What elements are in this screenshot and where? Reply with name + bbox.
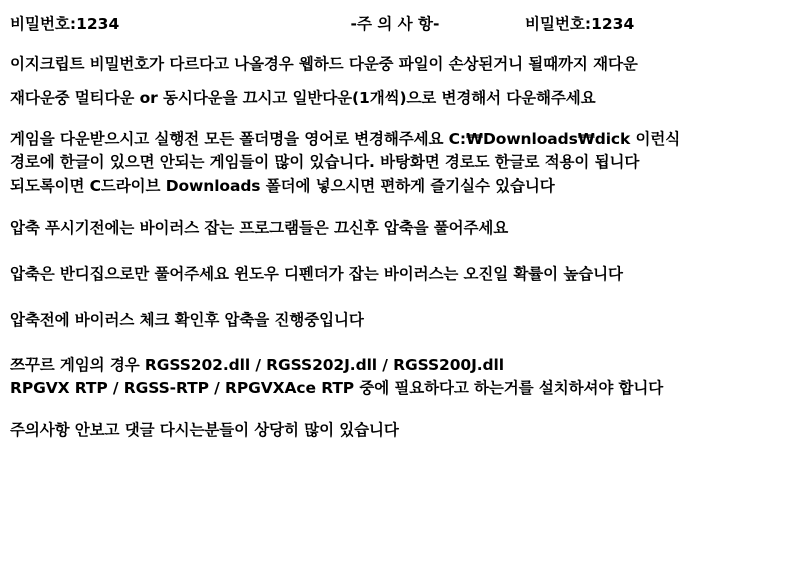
notice-line: 게임을 다운받으시고 실행전 모든 폴더명을 영어로 변경해주세요 C:₩Downloads₩dick 이런식 <box>10 130 681 149</box>
notice-line: 되도록이면 C드라이브 Downloads 폴더에 넣으시면 편하게 즐기실수 있습니다 <box>10 176 555 195</box>
notice-line: 이지크립트 비밀번호가 다르다고 나올경우 웹하드 다운중 파일이 손상된거니 될때까지 재다운 <box>10 55 638 73</box>
notice-line: 경로에 한글이 있으면 안되는 게임들이 많이 있습니다. 바탕화면 경로도 한글로 적용이 됩니다 <box>10 153 640 172</box>
password-label-left: 비밀번호:1234 <box>10 15 120 33</box>
notice-line: 압축은 반디집으로만 풀어주세요 윈도우 디펜더가 잡는 바이러스는 오진일 확률이 높습니다 <box>10 264 623 283</box>
notice-line: 압축전에 바이러스 체크 확인후 압축을 진행중입니다 <box>10 310 364 329</box>
notice-line: 재다운중 멀티다운 or 동시다운을 끄시고 일반다운(1개씩)으로 변경해서 다운해주세요 <box>10 89 596 108</box>
notice-line: 압축 푸시기전에는 바이러스 잡는 프로그램들은 끄신후 압축을 풀어주세요 <box>10 218 509 237</box>
notice-line: 주의사항 안보고 댓글 다시는분들이 상당히 많이 있습니다 <box>10 421 399 440</box>
password-label-right: 비밀번호:1234 <box>525 15 635 33</box>
paragraph-folder-path <box>10 128 790 198</box>
notice-line: 쯔꾸르 게임의 경우 RGSS202.dll / RGSS202J.dll / RGSS200J.dll <box>10 355 504 374</box>
paragraph-antivirus-off <box>10 216 790 240</box>
paragraph-download <box>10 52 790 110</box>
notice-line: RPGVX RTP / RGSS-RTP / RPGVXAce RTP 중에 필요하다고 하는거를 설치하셔야 합니다 <box>10 379 664 398</box>
paragraph-virus-check <box>10 308 790 332</box>
paragraph-bandizip <box>10 262 790 286</box>
document-header <box>10 12 790 34</box>
paragraph-warning-comments <box>10 418 790 442</box>
paragraph-rtp <box>10 354 790 401</box>
page-title: -주 의 사 항- <box>350 15 440 33</box>
